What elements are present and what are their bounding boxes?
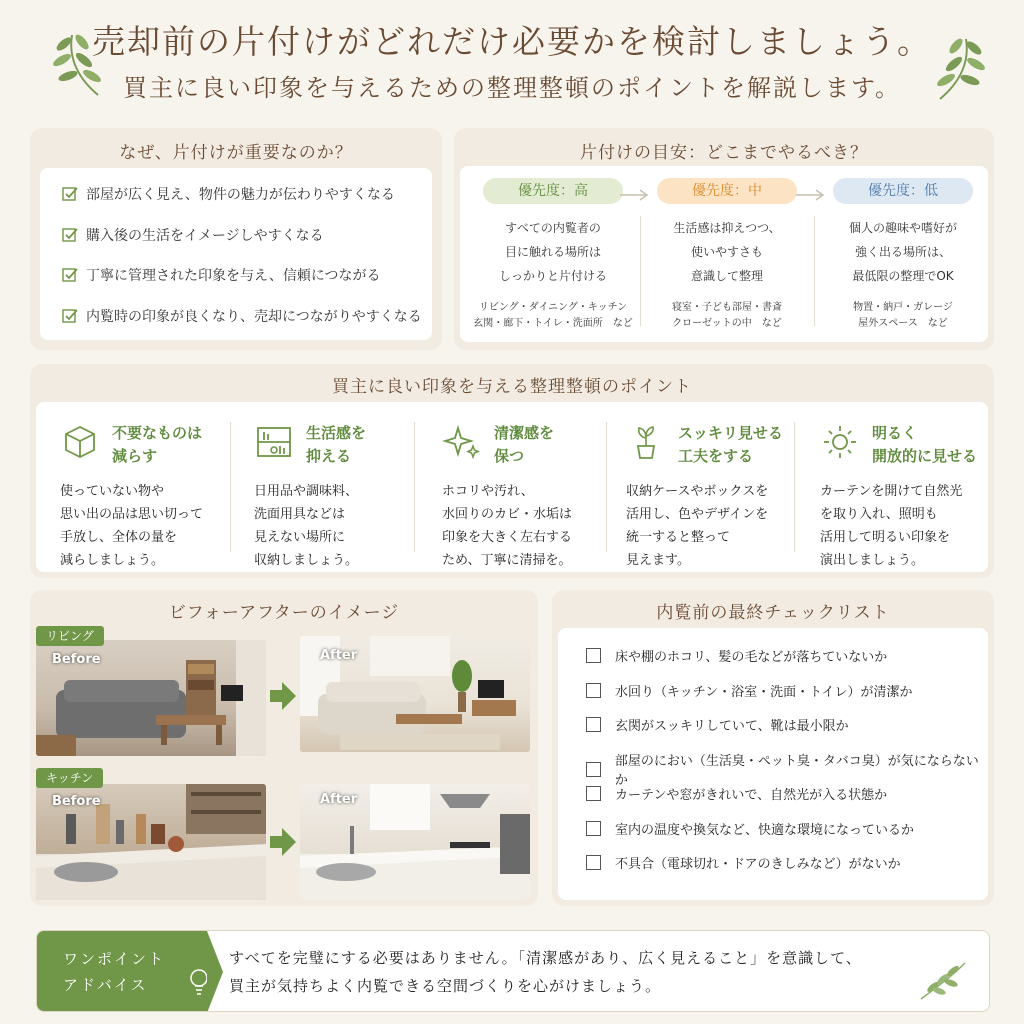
shelf-icon	[254, 422, 294, 462]
checkbox[interactable]	[586, 855, 601, 870]
guide-panel	[454, 128, 994, 350]
point-body: 使っていない物や 思い出の品は思い切って 手放し、全体の量を 減らしましょう。	[60, 484, 204, 568]
page-title: 売却前の片付けがどれだけ必要かを検討しましょう。	[92, 22, 932, 61]
priority-low	[818, 178, 988, 332]
after-label: After	[320, 792, 358, 807]
check-icon	[62, 227, 78, 243]
priority-desc: 個人の趣味や嗜好が 強く出る場所は、 最低限の整理でOK	[848, 221, 957, 283]
reason-text: 購入後の生活をイメージしやすくなる	[86, 228, 324, 244]
priority-pill: 優先度：中	[657, 178, 797, 204]
sun-icon	[820, 422, 860, 462]
priority-examples: リビング・ダイニング・キッチン 玄関・廊下・トイレ・洗面所 など	[473, 302, 633, 329]
checklist-heading: 内覧前の最終チェックリスト	[656, 603, 890, 623]
point-bright	[796, 402, 991, 572]
point-title: 清潔感を 保つ	[494, 424, 555, 465]
checklist-item: 部屋のにおい（生活臭・ペット臭・タバコ臭）が気にならないか	[586, 750, 988, 788]
box-icon	[60, 422, 100, 462]
before-label: Before	[52, 794, 101, 809]
guide-heading: 片付けの目安：どこまでやるべき？	[580, 143, 868, 163]
points-panel	[30, 364, 994, 578]
reason-item	[62, 184, 395, 204]
priority-high	[468, 178, 638, 332]
checkbox[interactable]	[586, 786, 601, 801]
checklist-item: 水回り（キッチン・浴室・洗面・トイレ）が清潔か	[586, 681, 912, 700]
plant-icon	[626, 422, 666, 462]
before-label: Before	[52, 652, 101, 667]
point-title: 生活感を 抑える	[306, 424, 367, 465]
advice-bar	[36, 930, 990, 1012]
checkbox[interactable]	[586, 683, 601, 698]
advice-text: すべてを完璧にする必要はありません。「清潔感があり、広く見えること」を意識して、 買主が気持ちよく内覧できる空間づくりを心がけましょう。	[229, 949, 862, 995]
arrow-right-icon	[270, 828, 296, 856]
checkbox[interactable]	[586, 717, 601, 732]
checklist-item: カーテンや窓がきれいで、自然光が入る状態か	[586, 784, 887, 803]
priority-mid	[642, 178, 812, 332]
point-body: 日用品や調味料、 洗面用具などは 見えない場所に 収納しましょう。	[254, 484, 359, 568]
why-panel	[30, 128, 442, 350]
point-title: 明るく 開放的に見せる	[872, 424, 978, 465]
reason-text: 部屋が広く見え、物件の魅力が伝わりやすくなる	[86, 187, 395, 203]
point-hide-living	[230, 402, 425, 572]
priority-examples: 物置・納戸・ガレージ 屋外スペース など	[853, 302, 953, 329]
check-icon	[62, 186, 78, 202]
leaf-branch-icon	[917, 957, 969, 1003]
checkbox[interactable]	[586, 762, 601, 777]
divider	[814, 216, 815, 326]
point-body: 収納ケースやボックスを 活用し、色やデザインを 統一すると整って 見えます。	[626, 484, 769, 568]
priority-desc: すべての内覧者の 目に触れる場所は しっかりと片付ける	[498, 221, 607, 283]
advice-label: ワンポイント アドバイス	[37, 931, 207, 1012]
checklist-card	[558, 628, 988, 900]
header	[0, 16, 1024, 108]
check-icon	[62, 308, 78, 324]
point-body: カーテンを開けて自然光 を取り入れ、照明も 活用して明るい印象を 演出しましょう。	[820, 484, 963, 568]
checklist-item: 不具合（電球切れ・ドアのきしみなど）がないか	[586, 853, 901, 872]
arrow-right-icon	[207, 931, 223, 1012]
reason-text: 内覧時の印象が良くなり、売却につながりやすくなる	[86, 309, 422, 325]
priority-examples: 寝室・子ども部屋・書斎 クローゼットの中 など	[672, 302, 782, 329]
guide-card	[460, 166, 988, 342]
divider	[640, 216, 641, 326]
point-body: ホコリや汚れ、 水回りのカビ・水垢は 印象を大きく左右する ため、丁寧に清掃を。	[442, 484, 573, 568]
room-tag: リビング	[36, 626, 104, 646]
arrow-right-icon	[270, 682, 296, 710]
checkbox[interactable]	[586, 821, 601, 836]
point-title: 不要なものは 減らす	[112, 424, 203, 465]
reason-text: 丁寧に管理された印象を与え、信頼につながる	[86, 268, 381, 284]
point-clean	[418, 402, 613, 572]
priority-pill: 優先度：低	[833, 178, 973, 204]
reason-item	[62, 306, 422, 326]
priority-desc: 生活感は抑えつつ、 使いやすさも 意識して整理	[673, 221, 781, 283]
page-subtitle: 買主に良い印象を与えるための整理整頓のポイントを解説します。	[122, 74, 902, 102]
room-tag: キッチン	[36, 768, 103, 788]
why-card	[40, 168, 432, 340]
points-heading: 買主に良い印象を与える整理整頓のポイント	[332, 377, 692, 397]
points-card	[36, 402, 988, 572]
divider	[414, 422, 415, 552]
before-after-panel	[30, 590, 538, 906]
reason-item	[62, 225, 324, 245]
point-title: スッキリ見せる 工夫をする	[678, 424, 783, 465]
why-heading: なぜ、片付けが重要なのか？	[119, 143, 353, 163]
reason-item	[62, 265, 381, 285]
divider	[794, 422, 795, 552]
after-label: After	[320, 648, 358, 663]
priority-pill: 優先度：高	[483, 178, 623, 204]
checklist-panel	[552, 590, 994, 906]
checkbox[interactable]	[586, 648, 601, 663]
sparkle-icon	[442, 422, 482, 462]
check-icon	[62, 267, 78, 283]
checklist-item: 玄関がスッキリしていて、靴は最小限か	[586, 715, 849, 734]
checklist-item: 床や棚のホコリ、髪の毛などが落ちていないか	[586, 646, 887, 665]
before-after-heading: ビフォーアフターのイメージ	[168, 603, 400, 623]
point-tidy	[602, 402, 797, 572]
point-reduce	[36, 402, 231, 572]
checklist-item: 室内の温度や換気など、快適な環境になっているか	[586, 819, 914, 838]
